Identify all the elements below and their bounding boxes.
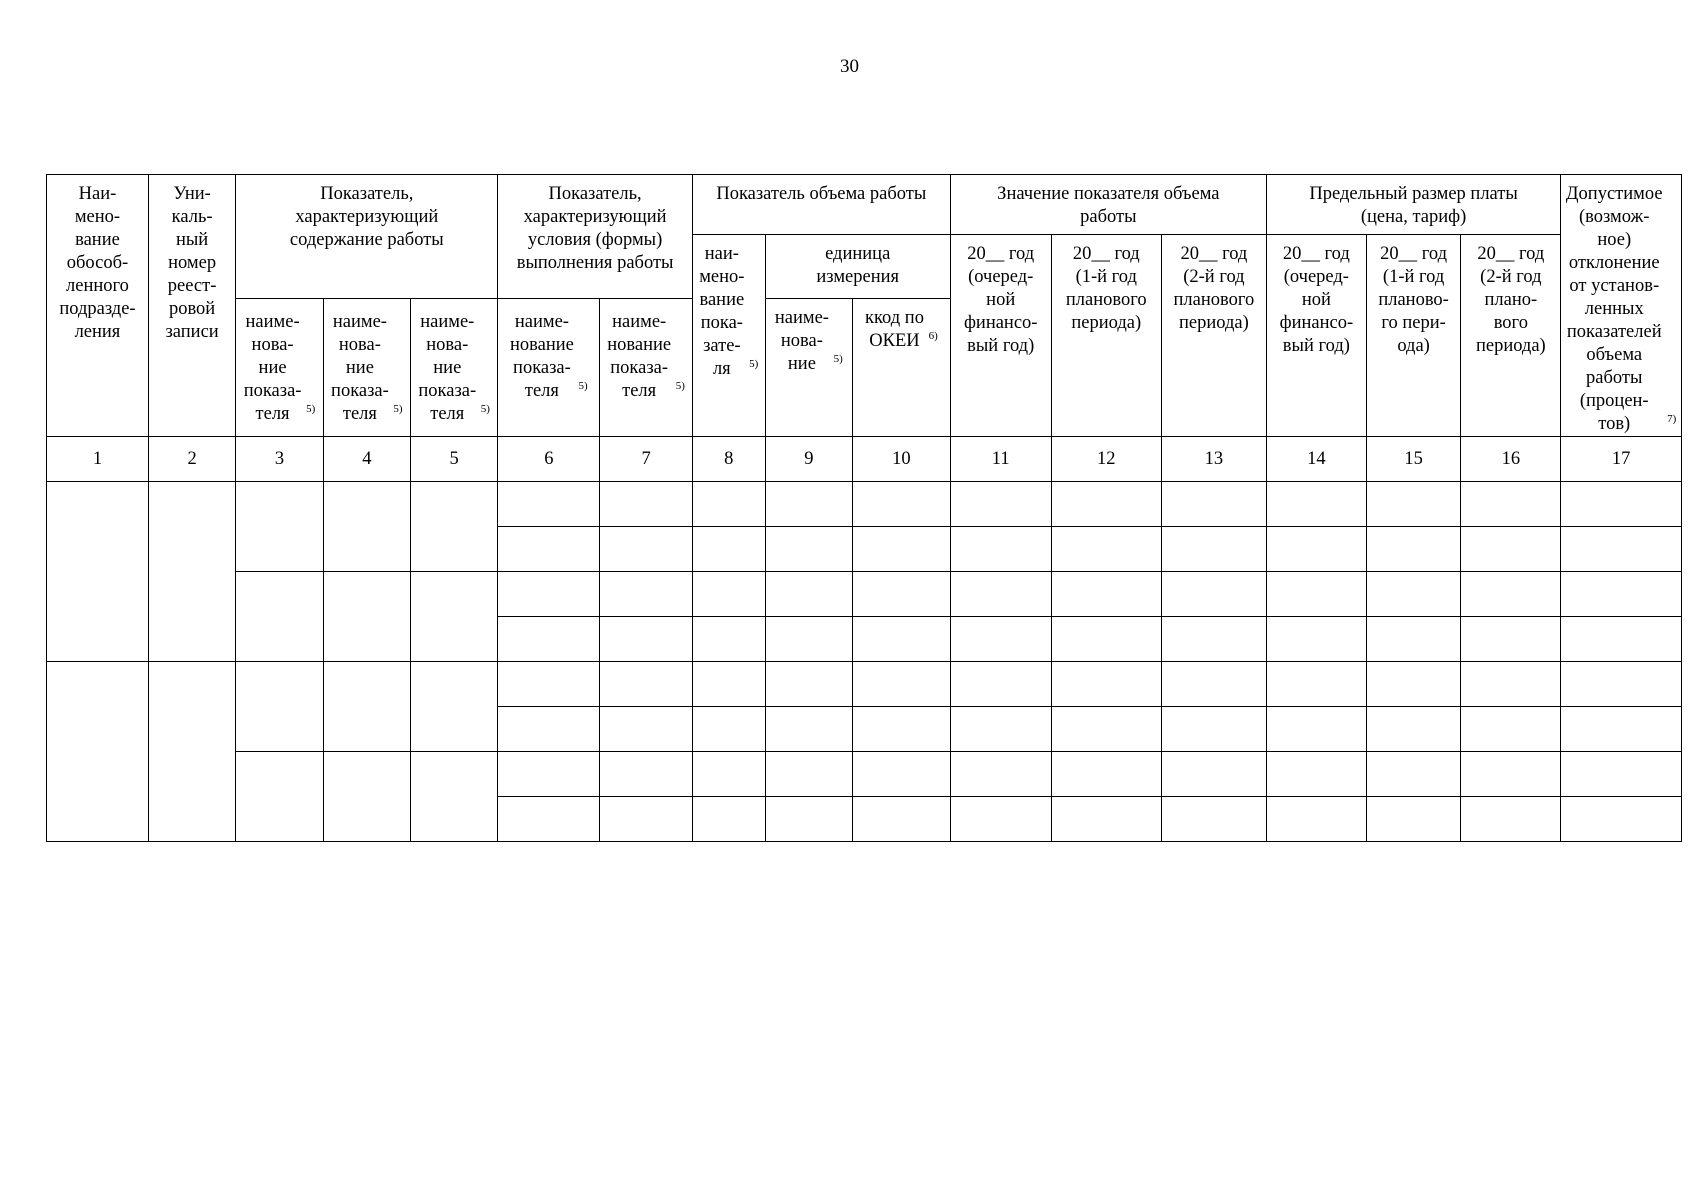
table-cell [692,707,765,752]
table-cell [1366,572,1461,617]
table-cell [600,617,693,662]
header-fee-year-2: 20__ год (1-й год планово- го пери- ода) [1366,235,1461,437]
header-allowed-deviation: Допустимое (возмож- ное) отклонение от установ- ленных показателей объема работы (процен- тов) $^{7)}$ [1561,175,1682,437]
table-cell [600,752,693,797]
column-number: 12 [1051,437,1161,482]
table-cell [1366,707,1461,752]
header-content-indicator-1: наиме- нова- ние показа- теля $^{5)}$ [236,299,323,437]
table-cell [1161,752,1266,797]
table-cell [1051,482,1161,527]
column-number-row [47,437,1682,482]
header-value-year-3: 20__ год (2-й год планового периода) [1161,235,1266,437]
table-cell [47,482,149,662]
table-cell [1161,527,1266,572]
work-volume-table [46,174,1682,842]
header-conditions-indicator-group: Показатель, характеризующий условия (формы) выполнения работы [498,175,692,299]
table-cell [1161,617,1266,662]
table-cell [1461,482,1561,527]
table-cell [692,752,765,797]
table-cell [765,752,852,797]
table-cell [950,527,1051,572]
header-fee-year-1: 20__ год (очеред- ной финансо- вый год) [1266,235,1366,437]
table-cell [236,482,323,572]
table-cell [692,572,765,617]
table-cell [1366,527,1461,572]
table-cell [1366,617,1461,662]
header-registry-number: Уни- каль- ный номер реест- ровой записи [148,175,235,437]
table-cell [1161,707,1266,752]
table-cell [1461,662,1561,707]
table-cell [47,662,149,842]
table-cell [600,482,693,527]
header-subdivision-name: Наи- мено- вание обособ- ленного подразде- ления [47,175,149,437]
header-content-indicator-3: наиме- нова- ние показа- теля $^{5)}$ [411,299,498,437]
table-row [47,752,1682,797]
table-cell [1461,572,1561,617]
table-cell [950,572,1051,617]
table-cell [1161,797,1266,842]
column-number: 10 [853,437,951,482]
table-cell [1266,707,1366,752]
table-cell [1051,617,1161,662]
table-cell [323,572,410,662]
table-cell [1366,797,1461,842]
table-cell [498,752,600,797]
table-cell [1561,572,1682,617]
column-number: 6 [498,437,600,482]
table-cell [498,482,600,527]
table-cell [950,662,1051,707]
table-cell [1561,527,1682,572]
column-number: 9 [765,437,852,482]
table-cell [950,482,1051,527]
table-cell [950,797,1051,842]
table-cell [950,752,1051,797]
table-cell [1366,662,1461,707]
table-cell [1461,707,1561,752]
table-cell [765,662,852,707]
table-cell [853,617,951,662]
table-cell [1051,797,1161,842]
table-cell [1051,662,1161,707]
table-cell [1161,482,1266,527]
table-row [47,662,1682,707]
header-fee-year-3: 20__ год (2-й год плано- вого периода) [1461,235,1561,437]
table-cell [323,482,410,572]
table-cell [1266,752,1366,797]
column-number: 13 [1161,437,1266,482]
header-content-indicator-2: наиме- нова- ние показа- теля $^{5)}$ [323,299,410,437]
table-cell [853,482,951,527]
table-cell [1266,527,1366,572]
header-conditions-indicator-2: наиме- нование показа- теля $^{5)}$ [600,299,693,437]
column-number: 2 [148,437,235,482]
table-cell [853,527,951,572]
column-number: 1 [47,437,149,482]
column-number: 15 [1366,437,1461,482]
table-row [47,572,1682,617]
table-cell [600,527,693,572]
table-cell [411,752,498,842]
column-number: 16 [1461,437,1561,482]
table-cell [236,572,323,662]
table-cell [600,572,693,617]
table-cell [765,617,852,662]
table-cell [1266,662,1366,707]
table-cell [1051,527,1161,572]
header-unit-okei-code: ккод по ОКЕИ $^{6)}$ [853,299,951,437]
table-cell [765,572,852,617]
table-cell [1561,752,1682,797]
table-cell [498,707,600,752]
table-cell [765,482,852,527]
header-content-indicator-group: Показатель, характеризующий содержание работы [236,175,498,299]
header-volume-indicator-group: Показатель объема работы [692,175,950,235]
column-number: 8 [692,437,765,482]
table-cell [1161,662,1266,707]
table-cell [236,662,323,752]
table-cell [1366,482,1461,527]
table-cell [236,752,323,842]
table-cell [692,527,765,572]
table-cell [1461,617,1561,662]
table-cell [498,572,600,617]
table-cell [411,572,498,662]
table-cell [1266,482,1366,527]
column-number: 11 [950,437,1051,482]
table-cell [1461,752,1561,797]
header-value-year-1: 20__ год (очеред- ной финансо- вый год) [950,235,1051,437]
table-cell [1161,572,1266,617]
table-cell [1051,752,1161,797]
table-cell [853,572,951,617]
table-cell [323,662,410,752]
page-number: 30 [840,56,859,77]
table-cell [600,662,693,707]
table-row [47,482,1682,527]
table-cell [765,527,852,572]
column-number: 3 [236,437,323,482]
table-cell [1051,572,1161,617]
table-cell [148,662,235,842]
table-cell [1561,707,1682,752]
table-cell [853,752,951,797]
table-cell [323,752,410,842]
table-cell [853,797,951,842]
header-unit-group: единица измерения [765,235,950,299]
table-cell [765,797,852,842]
table-body [47,482,1682,842]
table-cell [600,797,693,842]
table-cell [411,482,498,572]
table-cell [765,707,852,752]
table-cell [1266,797,1366,842]
column-number: 14 [1266,437,1366,482]
table-cell [692,797,765,842]
table-cell [950,707,1051,752]
table-cell [1051,707,1161,752]
table-cell [853,707,951,752]
header-conditions-indicator-1: наиме- нование показа- теля $^{5)}$ [498,299,600,437]
header-unit-name: наиме- нова- ние $^{5)}$ [765,299,852,437]
table-cell [1561,482,1682,527]
table-cell [1561,617,1682,662]
table-cell [600,707,693,752]
table-cell [692,617,765,662]
table-cell [498,797,600,842]
header-value-year-2: 20__ год (1-й год планового периода) [1051,235,1161,437]
table-cell [1266,572,1366,617]
table-cell [498,662,600,707]
table-cell [1266,617,1366,662]
header-volume-indicator-name: наи- мено- вание пока- зате- ля $^{5)}$ [692,235,765,437]
table-cell [1461,527,1561,572]
header-fee-limit-group: Предельный размер платы (цена, тариф) [1266,175,1560,235]
column-number: 5 [411,437,498,482]
table-cell [411,662,498,752]
column-number: 17 [1561,437,1682,482]
column-number: 4 [323,437,410,482]
table-cell [498,617,600,662]
table-cell [692,482,765,527]
table-cell [692,662,765,707]
column-number: 7 [600,437,693,482]
table-cell [950,617,1051,662]
table-cell [1366,752,1461,797]
table-cell [148,482,235,662]
table-cell [853,662,951,707]
table-cell [1561,797,1682,842]
table-cell [1461,797,1561,842]
table-cell [1561,662,1682,707]
header-volume-value-group: Значение показателя объема работы [950,175,1266,235]
table-cell [498,527,600,572]
